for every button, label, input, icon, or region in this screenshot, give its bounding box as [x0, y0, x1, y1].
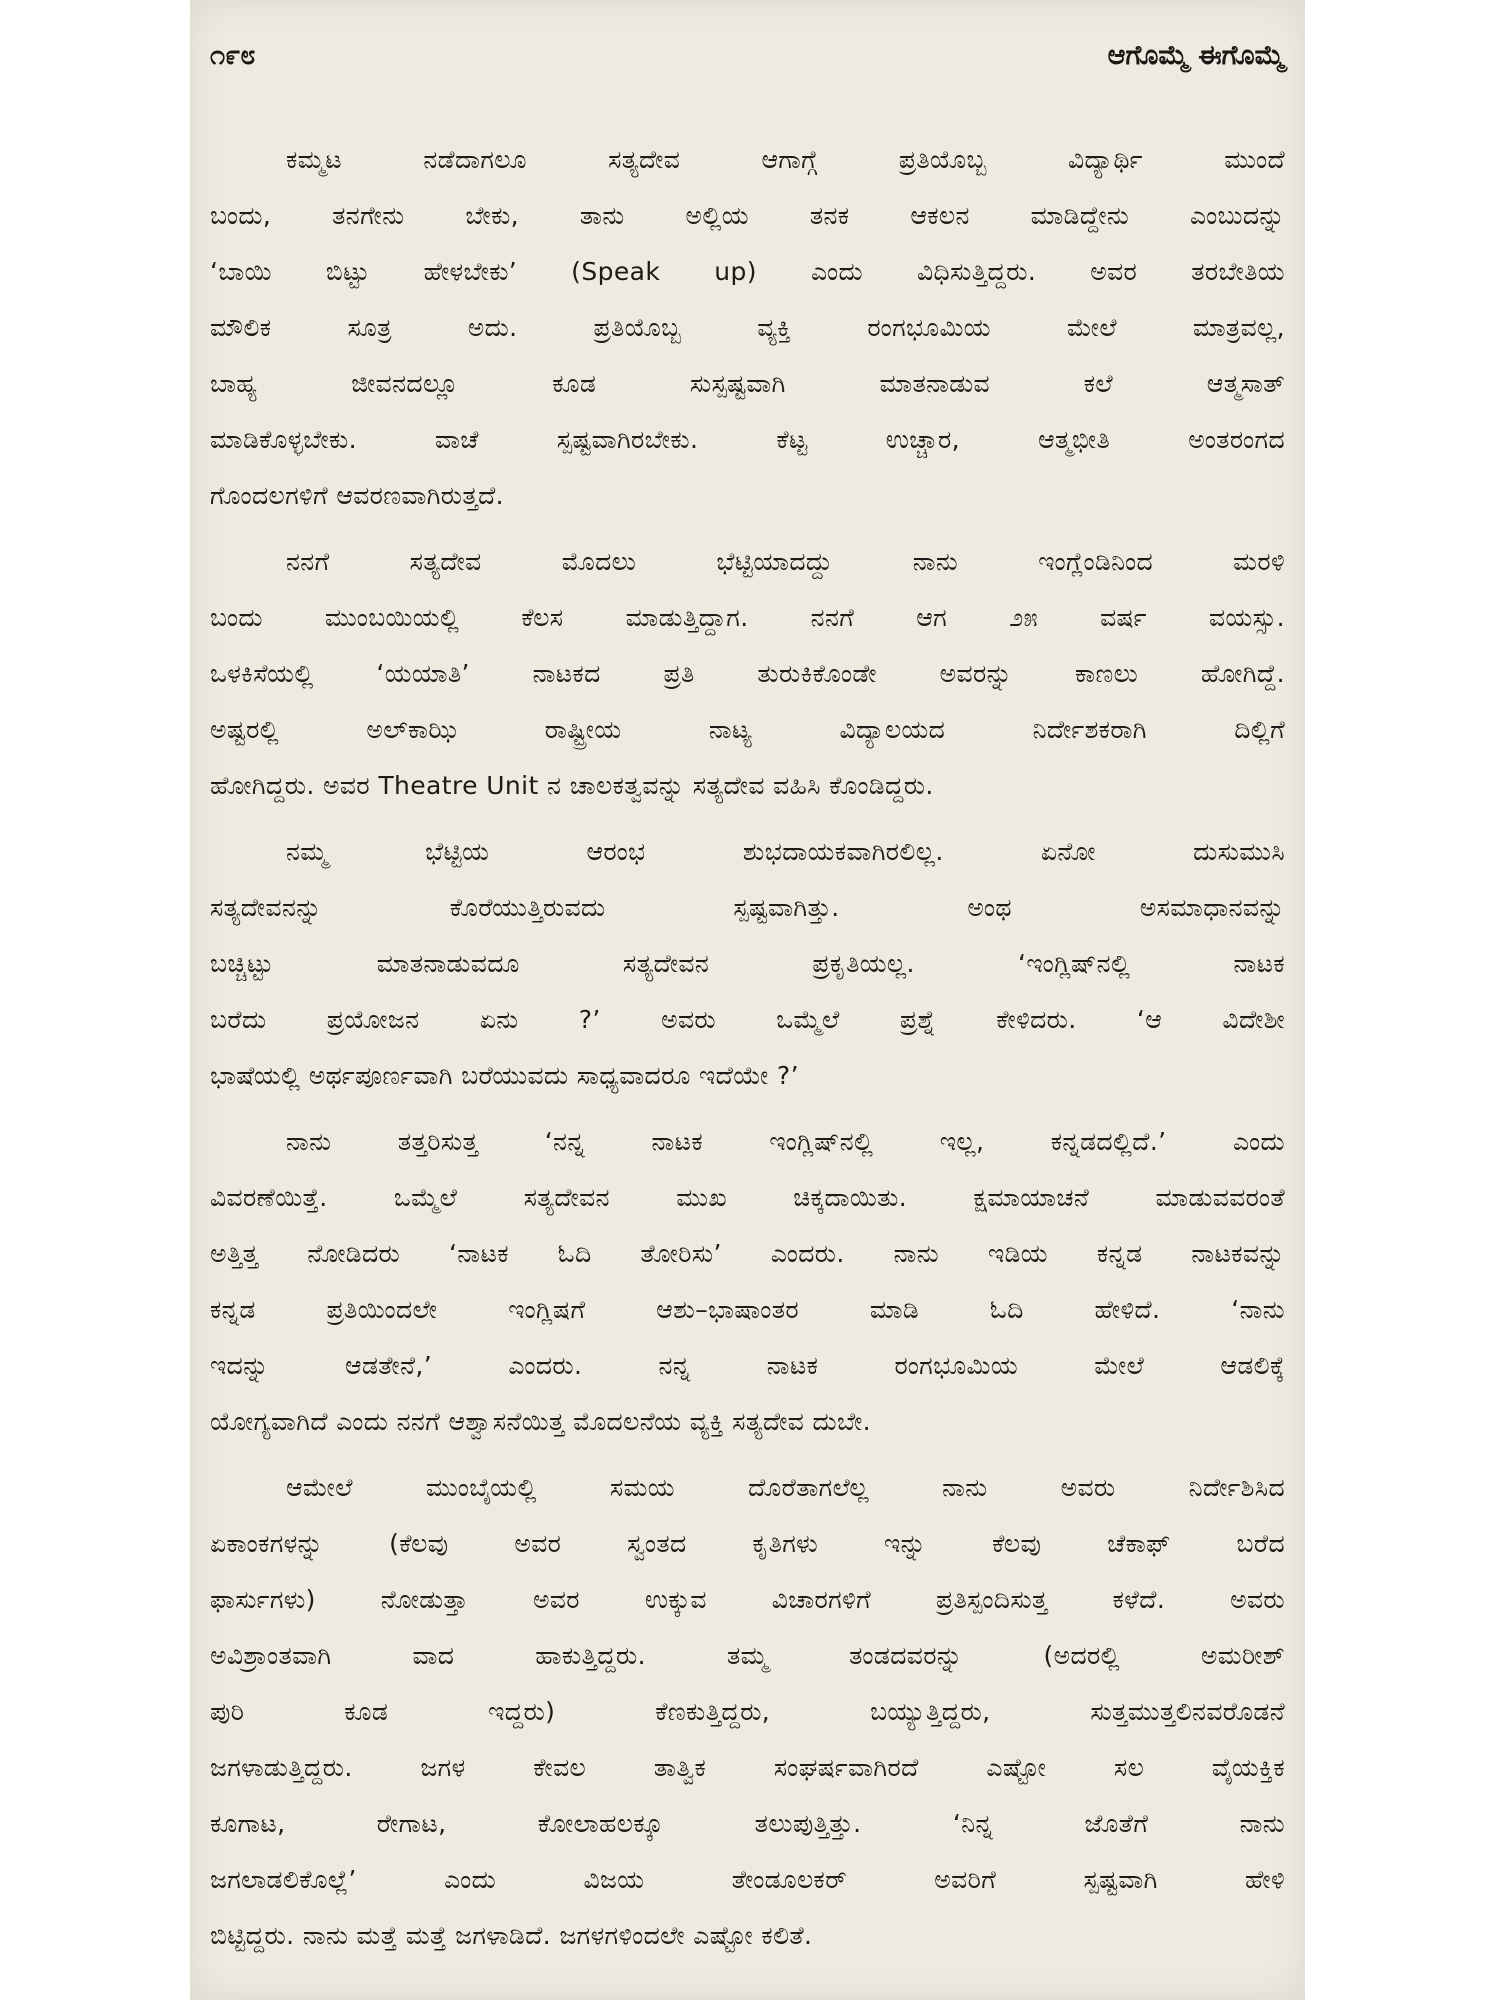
paragraph: [210, 1114, 1285, 1450]
book-page: [190, 0, 1305, 2000]
text-line: ಒಳಕಿಸೆಯಲ್ಲಿ ‘ಯಯಾತಿ’ ನಾಟಕದ ಪ್ರತಿ ತುರುಕಿಕೊಂಡೇ ಅವರನ್ನು ಕಾಣಲು ಹೋಗಿದ್ದೆ.: [210, 659, 1285, 688]
paragraph: [210, 1460, 1285, 1964]
text-line: ಇದನ್ನು ಆಡತೇನೆ,’ ಎಂದರು. ನನ್ನ ನಾಟಕ ರಂಗಭೂಮಿಯ ಮೇಲೆ ಆಡಲಿಕ್ಕೆ: [210, 1351, 1285, 1380]
text-line: ಬಂದು ಮುಂಬಯಿಯಲ್ಲಿ ಕೆಲಸ ಮಾಡುತ್ತಿದ್ದಾಗ. ನನಗೆ ಆಗ ೨೫ ವರ್ಷ ವಯಸ್ಸು.: [210, 603, 1285, 632]
text-line: ಬಂದು, ತನಗೇನು ಬೇಕು, ತಾನು ಅಲ್ಲಿಯ ತನಕ ಆಕಲನ ಮಾಡಿದ್ದೇನು ಎಂಬುದನ್ನು: [210, 201, 1285, 230]
text-line: ಆಮೇಲೆ ಮುಂಬೈಯಲ್ಲಿ ಸಮಯ ದೊರೆತಾಗಲೆಲ್ಲ ನಾನು ಅವರು ನಿರ್ದೇಶಿಸಿದ: [286, 1473, 1285, 1502]
page-number: ೧೯೮: [210, 40, 256, 71]
text-line: ಜಗಳಾಡುತ್ತಿದ್ದರು. ಜಗಳ ಕೇವಲ ತಾತ್ವಿಕ ಸಂಘರ್ಷವಾಗಿರದೆ ಎಷ್ಟೋ ಸಲ ವೈಯಕ್ತಿಕ: [210, 1753, 1285, 1782]
body-text: [210, 132, 1285, 1974]
text-line: ಅಷ್ಟರಲ್ಲಿ ಅಲ್‌ಕಾಝಿ ರಾಷ್ಟ್ರೀಯ ನಾಟ್ಯ ವಿದ್ಯಾಲಯದ ನಿರ್ದೇಶಕರಾಗಿ ದಿಲ್ಲಿಗೆ: [210, 715, 1285, 744]
text-line: ಗೊಂದಲಗಳಿಗೆ ಆವರಣವಾಗಿರುತ್ತದೆ.: [210, 481, 505, 510]
text-line: ಸತ್ಯದೇವನನ್ನು ಕೊರೆಯುತ್ತಿರುವದು ಸ್ಪಷ್ಟವಾಗಿತ್ತು. ಅಂಥ ಅಸಮಾಧಾನವನ್ನು: [210, 893, 1285, 922]
text-line: ಅವಿಶ್ರಾಂತವಾಗಿ ವಾದ ಹಾಕುತ್ತಿದ್ದರು. ತಮ್ಮ ತಂಡದವರನ್ನು (ಅದರಲ್ಲಿ ಅಮರೀಶ್: [210, 1641, 1285, 1670]
text-line: ಫಾರ್ಸುಗಳು) ನೋಡುತ್ತಾ ಅವರ ಉಕ್ಕುವ ವಿಚಾರಗಳಿಗೆ ಪ್ರತಿಸ್ಪಂದಿಸುತ್ತ ಕಳೆದೆ. ಅವರು: [210, 1585, 1285, 1614]
text-line: ವಿವರಣೆಯಿತ್ತೆ. ಒಮ್ಮೆಲೆ ಸತ್ಯದೇವನ ಮುಖ ಚಿಕ್ಕದಾಯಿತು. ಕ್ಷಮಾಯಾಚನೆ ಮಾಡುವವರಂತೆ: [210, 1183, 1285, 1212]
text-line: ಏಕಾಂಕಗಳನ್ನು (ಕೆಲವು ಅವರ ಸ್ವಂತದ ಕೃತಿಗಳು ಇನ್ನು ಕೆಲವು ಚೆಕಾಫ್ ಬರೆದ: [210, 1529, 1285, 1558]
text-line: ಕೂಗಾಟ, ರೇಗಾಟ, ಕೋಲಾಹಲಕ್ಕೂ ತಲುಪುತ್ತಿತ್ತು. ‘ನಿನ್ನ ಜೊತೆಗೆ ನಾನು: [210, 1809, 1285, 1838]
running-title: ಆಗೊಮ್ಮೆ ಈಗೊಮ್ಮೆ: [1107, 40, 1285, 71]
text-line: ನಮ್ಮ ಭೆಟ್ಟಿಯ ಆರಂಭ ಶುಭದಾಯಕವಾಗಿರಲಿಲ್ಲ. ಏನೋ ದುಸುಮುಸಿ: [286, 837, 1285, 866]
text-line: ಯೋಗ್ಯವಾಗಿದೆ ಎಂದು ನನಗೆ ಆಶ್ವಾಸನೆಯಿತ್ತ ಮೊದಲನೆಯ ವ್ಯಕ್ತಿ ಸತ್ಯದೇವ ದುಬೇ.: [210, 1407, 872, 1436]
text-line: ‘ಬಾಯಿ ಬಿಟ್ಟು ಹೇಳಬೇಕು’ (Speak up) ಎಂದು ವಿಧಿಸುತ್ತಿದ್ದರು. ಅವರ ತರಬೇತಿಯ: [210, 257, 1285, 286]
paragraph: [210, 132, 1285, 524]
text-line: ಮಾಡಿಕೊಳ್ಳಬೇಕು. ವಾಚೆ ಸ್ಪಷ್ಟವಾಗಿರಬೇಕು. ಕೆಟ್ಟ ಉಚ್ಚಾರ, ಆತ್ಮಭೀತಿ ಅಂತರಂಗದ: [210, 425, 1285, 454]
text-line: ಬಿಟ್ಟಿದ್ದರು. ನಾನು ಮತ್ತೆ ಮತ್ತೆ ಜಗಳಾಡಿದೆ. ಜಗಳಗಳಿಂದಲೇ ಎಷ್ಟೋ ಕಲಿತೆ.: [210, 1921, 813, 1950]
text-line: ಬರೆದು ಪ್ರಯೋಜನ ಏನು ?’ ಅವರು ಒಮ್ಮೆಲೆ ಪ್ರಶ್ನೆ ಕೇಳಿದರು. ‘ಆ ವಿದೇಶೀ: [210, 1005, 1285, 1034]
text-line: ನಾನು ತತ್ತರಿಸುತ್ತ ‘ನನ್ನ ನಾಟಕ ಇಂಗ್ಲಿಷ್‌ನಲ್ಲಿ ಇಲ್ಲ, ಕನ್ನಡದಲ್ಲಿದೆ.’ ಎಂದು: [286, 1127, 1285, 1156]
text-line: ಪುರಿ ಕೂಡ ಇದ್ದರು) ಕೆಣಕುತ್ತಿದ್ದರು, ಬಯ್ಯುತ್ತಿದ್ದರು, ಸುತ್ತಮುತ್ತಲಿನವರೊಡನೆ: [210, 1697, 1285, 1726]
paragraph: [210, 534, 1285, 814]
page-header: [210, 38, 1285, 74]
paragraph: [210, 824, 1285, 1104]
text-line: ನನಗೆ ಸತ್ಯದೇವ ಮೊದಲು ಭೆಟ್ಟಿಯಾದದ್ದು ನಾನು ಇಂಗ್ಲೆಂಡಿನಿಂದ ಮರಳಿ: [286, 547, 1285, 576]
text-line: ಭಾಷೆಯಲ್ಲಿ ಅರ್ಥಪೂರ್ಣವಾಗಿ ಬರೆಯುವದು ಸಾಧ್ಯವಾದರೂ ಇದೆಯೇ ?’: [210, 1061, 799, 1090]
text-line: ಬಾಹ್ಯ ಜೀವನದಲ್ಲೂ ಕೂಡ ಸುಸ್ಪಷ್ಟವಾಗಿ ಮಾತನಾಡುವ ಕಲೆ ಆತ್ಮಸಾತ್: [210, 369, 1285, 398]
text-line: ಹೋಗಿದ್ದರು. ಅವರ Theatre Unit ನ ಚಾಲಕತ್ವವನ್ನು ಸತ್ಯದೇವ ವಹಿಸಿ ಕೊಂಡಿದ್ದರು.: [210, 771, 934, 800]
text-line: ಬಚ್ಚಿಟ್ಟು ಮಾತನಾಡುವದೂ ಸತ್ಯದೇವನ ಪ್ರಕೃತಿಯಲ್ಲ. ‘ಇಂಗ್ಲಿಷ್‌ನಲ್ಲಿ ನಾಟಕ: [210, 949, 1285, 978]
text-line: ಕನ್ನಡ ಪ್ರತಿಯಿಂದಲೇ ಇಂಗ್ಲಿಷಗೆ ಆಶು–ಭಾಷಾಂತರ ಮಾಡಿ ಓದಿ ಹೇಳಿದೆ. ‘ನಾನು: [210, 1295, 1285, 1324]
text-line: ಕಮ್ಮಟ ನಡೆದಾಗಲೂ ಸತ್ಯದೇವ ಆಗಾಗ್ಗೆ ಪ್ರತಿಯೊಬ್ಬ ವಿದ್ಯಾರ್ಥಿ ಮುಂದೆ: [286, 145, 1285, 174]
text-line: ಮೌಲಿಕ ಸೂತ್ರ ಅದು. ಪ್ರತಿಯೊಬ್ಬ ವ್ಯಕ್ತಿ ರಂಗಭೂಮಿಯ ಮೇಲೆ ಮಾತ್ರವಲ್ಲ,: [210, 313, 1285, 342]
text-line: ಜಗಲಾಡಲಿಕೊಲ್ಲೆ’ ಎಂದು ವಿಜಯ ತೇಂಡೂಲಕರ್ ಅವರಿಗೆ ಸ್ಪಷ್ಟವಾಗಿ ಹೇಳಿ: [210, 1865, 1285, 1894]
text-line: ಅತ್ತಿತ್ತ ನೋಡಿದರು ‘ನಾಟಕ ಓದಿ ತೋರಿಸು’ ಎಂದರು. ನಾನು ಇಡಿಯ ಕನ್ನಡ ನಾಟಕವನ್ನು: [210, 1239, 1285, 1268]
